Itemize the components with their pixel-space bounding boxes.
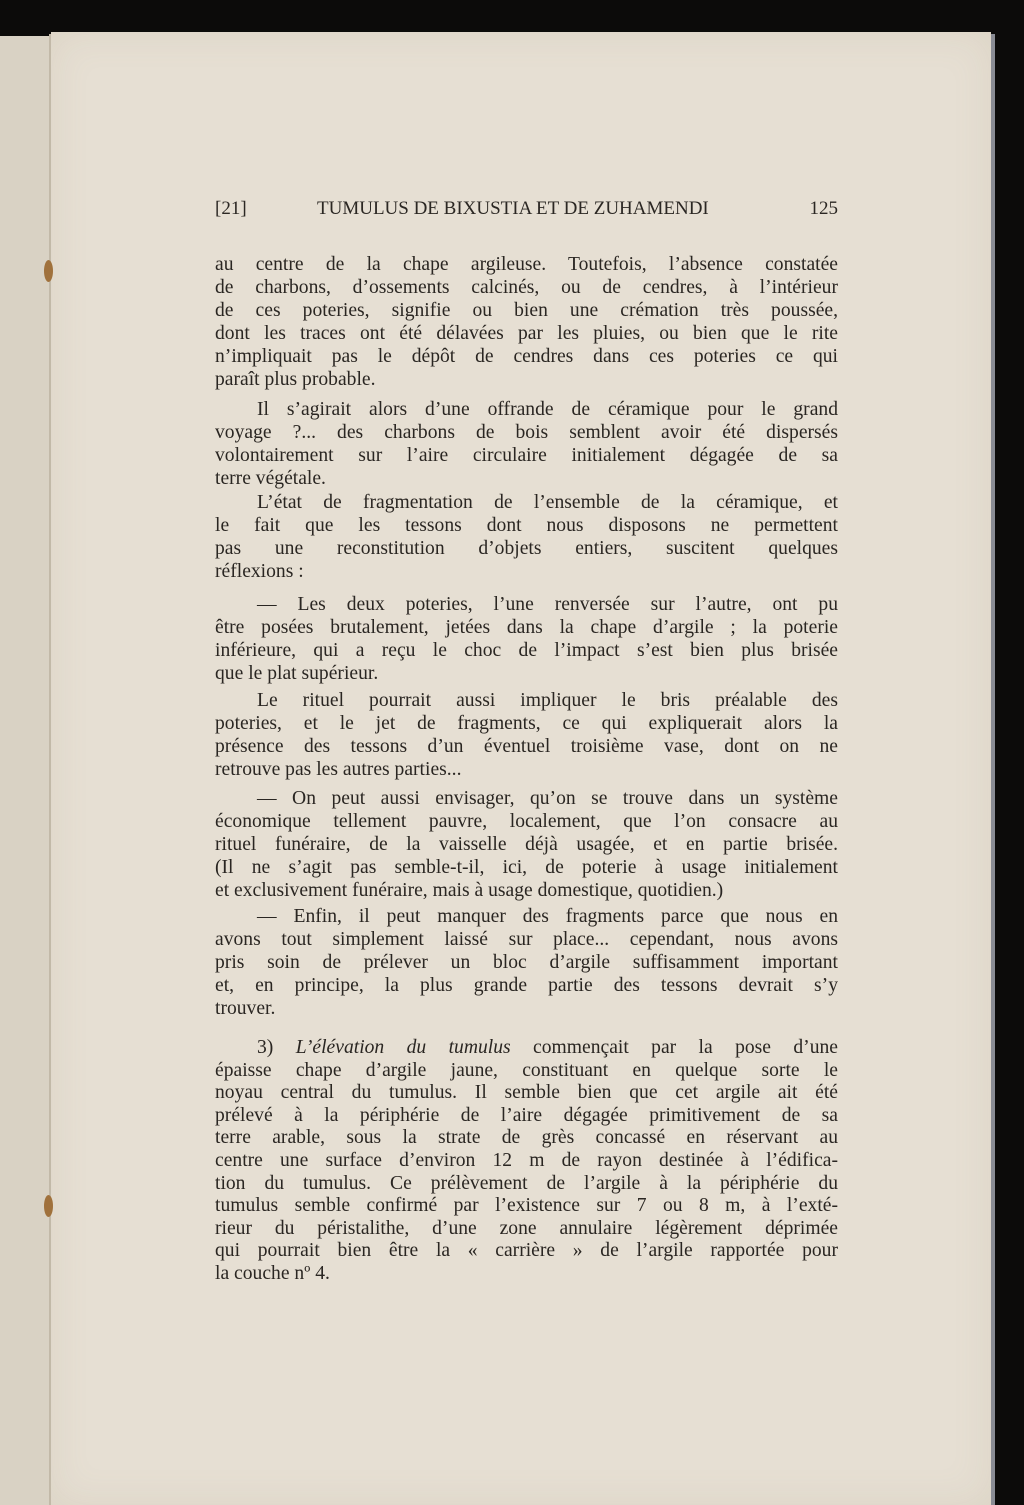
text-line: — Les deux poteries, l’une renversée sur l’autre, ont pu bbox=[257, 594, 838, 615]
text-line: tion du tumulus. Ce prélèvement de l’argile à la périphérie du bbox=[215, 1172, 838, 1194]
text-line: dont les traces ont été délavées par les pluies, ou bien que le rite bbox=[215, 323, 838, 344]
text-line: — On peut aussi envisager, qu’on se trouve dans un système bbox=[257, 788, 838, 809]
text-line: (Il ne s’agit pas semble-t-il, ici, de poterie à usage initialement bbox=[215, 857, 838, 878]
text-line: épaisse chape d’argile jaune, constituant en quelque sorte le bbox=[215, 1059, 838, 1081]
text-line: terre arable, sous la strate de grès concassé en réservant au bbox=[215, 1127, 838, 1149]
text-line: et exclusivement funéraire, mais à usage domestique, quotidien.) bbox=[215, 880, 724, 901]
text-line: rituel funéraire, de la vaisselle déjà usagée, et en partie brisée. bbox=[215, 834, 838, 855]
text-segment: commençait par la pose d’une bbox=[510, 1037, 838, 1058]
text-line: centre une surface d’environ 12 m de rayon destinée à l’édifica- bbox=[215, 1149, 838, 1171]
text-line: Il s’agirait alors d’une offrande de céramique pour le grand bbox=[257, 399, 838, 420]
text-line: être posées brutalement, jetées dans la chape d’argile ; la poterie bbox=[215, 617, 838, 638]
text-line: paraît plus probable. bbox=[215, 369, 376, 390]
running-title: TUMULUS DE BIXUSTIA ET DE ZUHAMENDI bbox=[317, 198, 709, 219]
text-line: volontairement sur l’aire circulaire initialement dégagée de sa bbox=[215, 445, 838, 466]
text-line: avons tout simplement laissé sur place... cependant, nous avons bbox=[215, 929, 838, 950]
text-line: de ces poteries, signifie ou bien une crémation très poussée, bbox=[215, 300, 838, 321]
text-line: Le rituel pourrait aussi impliquer le bris préalable des bbox=[257, 690, 838, 711]
binding-stain bbox=[44, 260, 53, 282]
book-spine bbox=[49, 34, 51, 1505]
paragraph bbox=[215, 253, 838, 391]
page-stack-edge bbox=[991, 34, 995, 1505]
text-line: inférieure, qui a reçu le choc de l’impact s’est bien plus brisée bbox=[215, 640, 838, 661]
paragraph bbox=[215, 689, 838, 781]
text-line: poteries, et le jet de fragments, ce qui expliquerait alors la bbox=[215, 713, 838, 734]
text-line: réflexions : bbox=[215, 561, 304, 582]
section-number: [21] bbox=[215, 198, 247, 219]
paragraph bbox=[215, 491, 838, 583]
page-number: 125 bbox=[809, 198, 838, 219]
text-line: voyage ?... des charbons de bois semblent avoir été dispersés bbox=[215, 422, 838, 443]
text-line: terre végétale. bbox=[215, 468, 326, 489]
text-line: la couche nº 4. bbox=[215, 1262, 330, 1284]
text-line: retrouve pas les autres parties... bbox=[215, 759, 462, 780]
text-line: prélevé à la périphérie de l’aire dégagée primitivement de sa bbox=[215, 1104, 838, 1126]
paragraph bbox=[215, 905, 838, 1020]
text-line: et, en principe, la plus grande partie des tessons devrait s’y bbox=[215, 975, 838, 996]
paragraph bbox=[215, 593, 838, 685]
text-line: économique tellement pauvre, localement, que l’on consacre au bbox=[215, 811, 838, 832]
text-line: de charbons, d’ossements calcinés, ou de cendres, à l’intérieur bbox=[215, 277, 838, 298]
text-line: au centre de la chape argileuse. Toutefois, l’absence constatée bbox=[215, 254, 838, 275]
text-line: pas une reconstitution d’objets entiers, suscitent quelques bbox=[215, 538, 838, 559]
text-line: présence des tessons d’un éventuel troisième vase, dont on ne bbox=[215, 736, 838, 757]
text-line: L’état de fragmentation de l’ensemble de la céramique, et bbox=[257, 492, 838, 513]
italic-heading: L’élévation du tumulus bbox=[295, 1037, 511, 1058]
running-header bbox=[215, 198, 838, 224]
facing-page-edge bbox=[0, 36, 50, 1505]
paragraph bbox=[215, 398, 838, 490]
text-line: qui pourrait bien être la « carrière » de l’argile rapportée pour bbox=[215, 1240, 838, 1262]
text-line: tumulus semble confirmé par l’existence sur 7 ou 8 m, à l’exté- bbox=[215, 1195, 838, 1217]
text-line: trouver. bbox=[215, 998, 276, 1019]
text-line: — Enfin, il peut manquer des fragments parce que nous en bbox=[257, 906, 838, 927]
text-line bbox=[215, 1037, 838, 1060]
paragraph bbox=[215, 787, 838, 902]
text-segment: 3) bbox=[257, 1037, 296, 1058]
text-line: que le plat supérieur. bbox=[215, 663, 379, 684]
paragraph bbox=[215, 1037, 838, 1286]
text-line: le fait que les tessons dont nous disposons ne permettent bbox=[215, 515, 838, 536]
text-line: pris soin de prélever un bloc d’argile suffisamment important bbox=[215, 952, 838, 973]
text-line: noyau central du tumulus. Il semble bien que cet argile ait été bbox=[215, 1082, 838, 1104]
binding-stain bbox=[44, 1195, 53, 1217]
text-line: rieur du péristalithe, d’une zone annulaire légèrement déprimée bbox=[215, 1217, 838, 1239]
text-line: n’impliquait pas le dépôt de cendres dans ces poteries ce qui bbox=[215, 346, 838, 367]
